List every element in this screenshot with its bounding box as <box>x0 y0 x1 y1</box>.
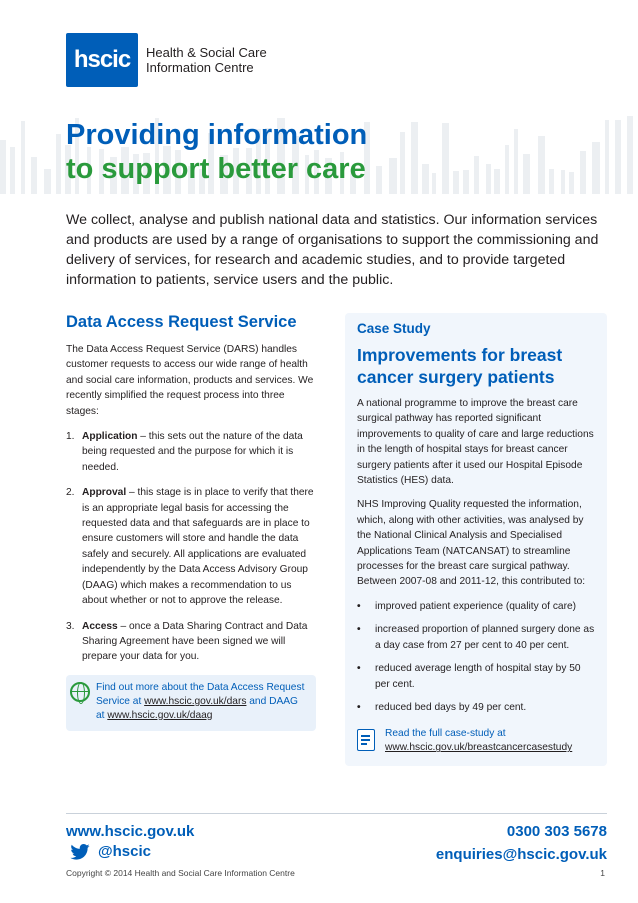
banner-bar <box>44 169 51 194</box>
bullet-text: reduced average length of hospital stay by 50 per cent. <box>375 663 581 690</box>
hscic-logo <box>66 33 267 87</box>
banner-bar <box>561 170 565 194</box>
banner-bar <box>31 157 37 194</box>
banner-bar <box>376 166 382 194</box>
case-study-panel <box>345 313 607 766</box>
document-icon <box>357 729 375 751</box>
page-number: 1 <box>600 868 605 878</box>
banner-bar <box>627 116 633 194</box>
logo-mark: hscic <box>66 33 138 87</box>
banner-bar <box>615 120 621 194</box>
read-more-text: Read the full case-study at <box>385 728 506 740</box>
step-text: – this stage is in place to verify that there is an appropriate legal basis for accessing the requested data and that safeguards are in place to ensure customers will store and handle the data safely and securely. All applications are evaluated independently by the Data Access Advisory Group (DAAG) which makes a recommendation to us about whether or not to approve the release. <box>82 487 314 607</box>
daag-link[interactable]: www.hscic.gov.uk/daag <box>107 709 213 721</box>
banner-bar <box>453 171 459 194</box>
website-link[interactable]: www.hscic.gov.uk <box>66 823 195 840</box>
banner-bar <box>523 154 530 194</box>
findout-text-mid: and DAAG at <box>96 695 298 721</box>
banner-bar <box>580 151 586 194</box>
bullet-icon: • <box>357 624 361 636</box>
twitter-bird-icon <box>70 844 90 860</box>
step-item <box>66 619 316 665</box>
step-number: 2. <box>66 487 75 499</box>
case-study-label: Case Study <box>357 321 431 336</box>
page-title <box>66 118 367 186</box>
banner-bar <box>494 169 500 194</box>
banner-bar <box>432 173 436 194</box>
logo-org-name <box>146 45 267 75</box>
bullet-text: improved patient experience (quality of care) <box>375 600 577 612</box>
findout-text-pre: Find out more about the Data Access Request Service at <box>96 681 305 707</box>
banner-bar <box>569 172 574 194</box>
banner-bar <box>411 122 418 194</box>
title-line2: to support better care <box>66 153 366 185</box>
bullet-icon: • <box>357 663 361 675</box>
banner-bar <box>21 121 25 194</box>
dars-heading: Data Access Request Service <box>66 313 297 331</box>
case-study-heading: Improvements for breast cancer surgery patients <box>357 345 563 387</box>
phone-number: 0300 303 5678 <box>506 823 607 840</box>
case-study-para2: NHS Improving Quality requested the information, which, along with other activities, was analysed by the National Clinical Analysis and Specialised Applications Team (NATCANSAT) to streamline processes for the breast care surgical pathway. Between 2007-08 and 2011-12, this contributed to: <box>357 499 586 588</box>
list-item <box>357 661 597 692</box>
case-study-link[interactable]: www.hscic.gov.uk/breastcancercasestudy <box>385 742 573 754</box>
banner-bar <box>538 136 545 194</box>
bullet-icon: • <box>357 600 361 612</box>
outcomes-list <box>357 599 597 715</box>
banner-bar <box>463 170 469 194</box>
email-link[interactable]: enquiries@hscic.gov.uk <box>435 846 607 863</box>
org-name-line1: Health & Social Care <box>146 45 267 60</box>
case-study-para1: A national programme to improve the breast care surgical pathway has reported significant improvements to quality of care and large reductions in the length of hospital stays for breast cancer surgery patients after it used our Hospital Episode Statistics (HES) data. <box>357 398 594 487</box>
bullet-icon: • <box>357 701 361 713</box>
banner-bar <box>56 134 61 194</box>
footer-divider <box>66 813 607 814</box>
intro-paragraph: We collect, analyse and publish national data and statistics. Our information services and products are used by a range of organisations to support the commissioning and delivery of services, for research and academic studies, and to provide targeted information to patients, service users and the public. <box>66 212 599 288</box>
read-more-box <box>357 727 597 755</box>
banner-bar <box>605 120 609 194</box>
banner-bar <box>422 164 429 194</box>
list-item <box>357 599 597 614</box>
banner-bar <box>514 129 518 194</box>
dars-steps <box>66 429 316 665</box>
step-item <box>66 429 316 475</box>
twitter-text: @hscic <box>98 843 151 860</box>
step-term: Application <box>82 431 138 443</box>
step-term: Access <box>82 620 118 632</box>
banner-bar <box>486 164 491 194</box>
banner-bar <box>0 140 6 194</box>
banner-bar <box>549 169 554 194</box>
twitter-handle[interactable] <box>70 843 151 860</box>
bullet-text: increased proportion of planned surgery done as a day case from 27 per cent to 40 per cent. <box>375 624 595 651</box>
banner-bar <box>505 145 509 194</box>
banner-bar <box>389 158 397 194</box>
title-line1: Providing information <box>66 119 368 151</box>
dars-intro: The Data Access Request Service (DARS) handles customer requests to access our wide range of health and social care information, products and services. We recently simplified the request process into three stages: <box>66 344 314 417</box>
find-out-more-box <box>66 675 316 731</box>
step-text: – once a Data Sharing Contract and Data Sharing Agreement have been signed we will prepare your data for you. <box>82 620 308 663</box>
dars-link[interactable]: www.hscic.gov.uk/dars <box>144 695 247 707</box>
org-name-line2: Information Centre <box>146 60 254 75</box>
list-item <box>357 622 597 653</box>
step-number: 3. <box>66 620 75 632</box>
dars-section <box>66 313 316 731</box>
banner-bar <box>442 123 449 194</box>
step-text: – this sets out the nature of the data being requested and the purpose for which it is needed. <box>82 431 303 473</box>
banner-bar <box>592 142 600 194</box>
banner-bar <box>474 156 479 194</box>
copyright: Copyright © 2014 Health and Social Care Information Centre <box>66 868 295 878</box>
bullet-text: reduced bed days by 49 per cent. <box>375 701 527 713</box>
step-number: 1. <box>66 431 75 443</box>
banner-bar <box>10 147 15 194</box>
step-term: Approval <box>82 487 127 499</box>
banner-bar <box>400 132 405 194</box>
globe-icon <box>70 682 90 702</box>
step-item <box>66 485 316 608</box>
list-item <box>357 700 597 715</box>
